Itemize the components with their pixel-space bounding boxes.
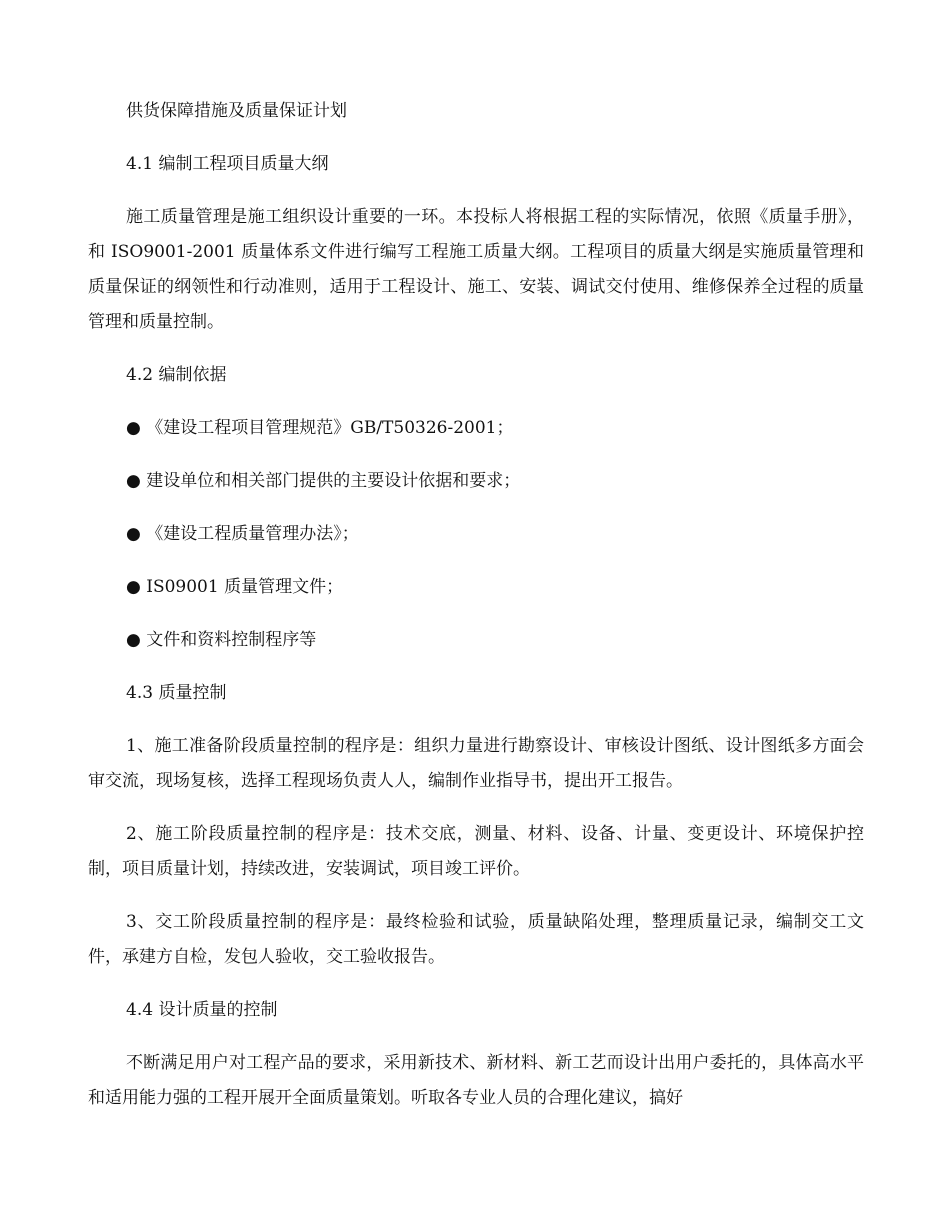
list-item: ● 《建设工程项目管理规范》GB/T50326-2001；: [126, 418, 514, 438]
list-item: ● IS09001 质量管理文件；: [126, 577, 344, 597]
section-4-4-heading: 4.4 设计质量的控制: [126, 1000, 278, 1020]
list-item: ● 文件和资料控制程序等: [126, 630, 317, 650]
section-4-3-item-2: 2、施工阶段质量控制的程序是：技术交底，测量、材料、设备、计量、变更设计、环境保护控制，项目质量计划，持续改进，安装调试，项目竣工评价。: [88, 824, 864, 879]
section-4-3-item-1: 1、施工准备阶段质量控制的程序是：组织力量进行勘察设计、审核设计图纸、设计图纸多方面会审交流，现场复核，选择工程现场负责人人，编制作业指导书，提出开工报告。: [88, 736, 864, 791]
section-4-1-heading: 4.1 编制工程项目质量大纲: [126, 154, 329, 174]
section-4-2-heading: 4.2 编制依据: [126, 365, 227, 385]
section-4-3-item-3: 3、交工阶段质量控制的程序是：最终检验和试验，质量缺陷处理，整理质量记录，编制交工文件，承建方自检，发包人验收，交工验收报告。: [88, 912, 864, 967]
section-4-3-heading: 4.3 质量控制: [126, 683, 227, 703]
document-title: 供货保障措施及质量保证计划: [126, 101, 347, 121]
section-4-1-body: 施工质量管理是施工组织设计重要的一环。本投标人将根据工程的实际情况，依照《质量手册》，和 ISO9001-2001 质量体系文件进行编写工程施工质量大纲。工程项目的质量大纲是实施质量管理和质量保证的纲领性和行动准则，适用于工程设计、施工、安装、调试交付使用、维修保养全过程的质量管理和质量控制。: [88, 207, 864, 332]
list-item: ● 《建设工程质量管理办法》；: [126, 524, 359, 544]
document-page: [88, 94, 864, 1116]
list-item: ● 建设单位和相关部门提供的主要设计依据和要求；: [126, 471, 521, 491]
section-4-4-body: 不断满足用户对工程产品的要求，采用新技术、新材料、新工艺而设计出用户委托的，具体高水平和适用能力强的工程开展开全面质量策划。听取各专业人员的合理化建议，搞好: [88, 1053, 864, 1108]
